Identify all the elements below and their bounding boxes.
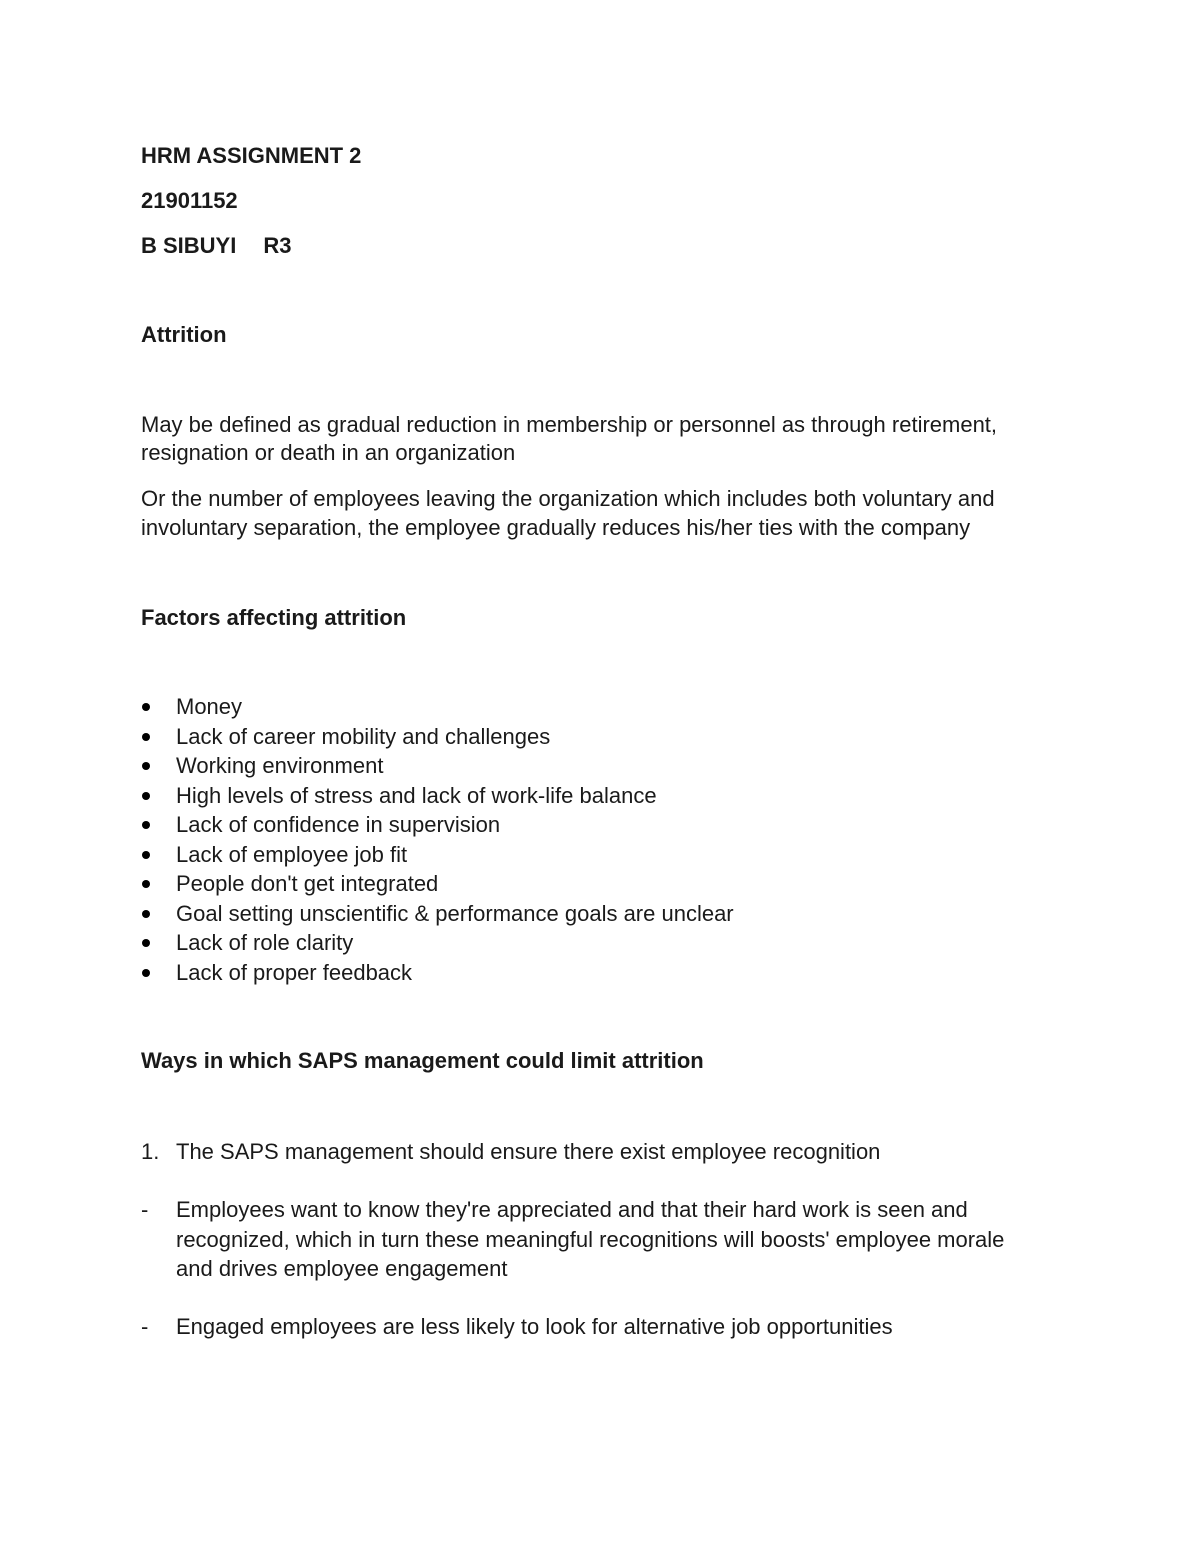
list-item: Lack of proper feedback — [141, 958, 734, 988]
student-group: R3 — [263, 233, 292, 258]
list-item: Lack of employee job fit — [141, 840, 734, 870]
point-text: Employees want to know they're appreciated and that their hard work is seen and recognized, which in turn these meaningful recognitions will boosts' employee morale and drives employee engagement — [176, 1197, 1005, 1281]
list-item: Goal setting unscientific & performance goals are unclear — [141, 899, 734, 929]
bullet-icon — [142, 969, 150, 977]
student-info — [141, 231, 291, 260]
bullet-icon — [142, 910, 150, 918]
attrition-heading: Attrition — [141, 322, 227, 347]
bullet-icon — [142, 792, 150, 800]
list-item: Lack of confidence in supervision — [141, 810, 734, 840]
point-text: The SAPS management should ensure there exist employee recognition — [176, 1139, 881, 1164]
attrition-definition-1: May be defined as gradual reduction in membership or personnel as through retirement, resignation or death in an organization — [141, 412, 998, 465]
bullet-icon — [142, 821, 150, 829]
list-item: Lack of career mobility and challenges — [141, 722, 734, 752]
student-name: B SIBUYI — [141, 233, 237, 258]
dash-marker: - — [141, 1197, 149, 1222]
dash-point-1 — [141, 1195, 1041, 1284]
bullet-icon — [142, 703, 150, 711]
list-item: Working environment — [141, 751, 734, 781]
factors-heading: Factors affecting attrition — [141, 605, 407, 630]
factors-list — [141, 692, 734, 987]
bullet-icon — [142, 851, 150, 859]
bullet-icon — [142, 880, 150, 888]
list-item: People don't get integrated — [141, 869, 734, 899]
bullet-icon — [142, 939, 150, 947]
student-number: 21901152 — [141, 188, 238, 213]
bullet-icon — [142, 762, 150, 770]
attrition-definition-2: Or the number of employees leaving the organization which includes both voluntary and involuntary separation, the employee gradually reduces his/her ties with the company — [141, 486, 995, 540]
list-item: Money — [141, 692, 734, 722]
dash-point-2 — [141, 1312, 1071, 1342]
dash-marker: - — [141, 1314, 149, 1339]
numbered-point-1 — [141, 1137, 1071, 1167]
list-item: Lack of role clarity — [141, 928, 734, 958]
point-text: Engaged employees are less likely to look for alternative job opportunities — [176, 1314, 893, 1339]
list-item: High levels of stress and lack of work-life balance — [141, 781, 734, 811]
ways-heading: Ways in which SAPS management could limit attrition — [141, 1048, 704, 1073]
bullet-icon — [142, 733, 150, 741]
list-number: 1. — [141, 1139, 160, 1164]
assignment-title: HRM ASSIGNMENT 2 — [141, 143, 362, 168]
